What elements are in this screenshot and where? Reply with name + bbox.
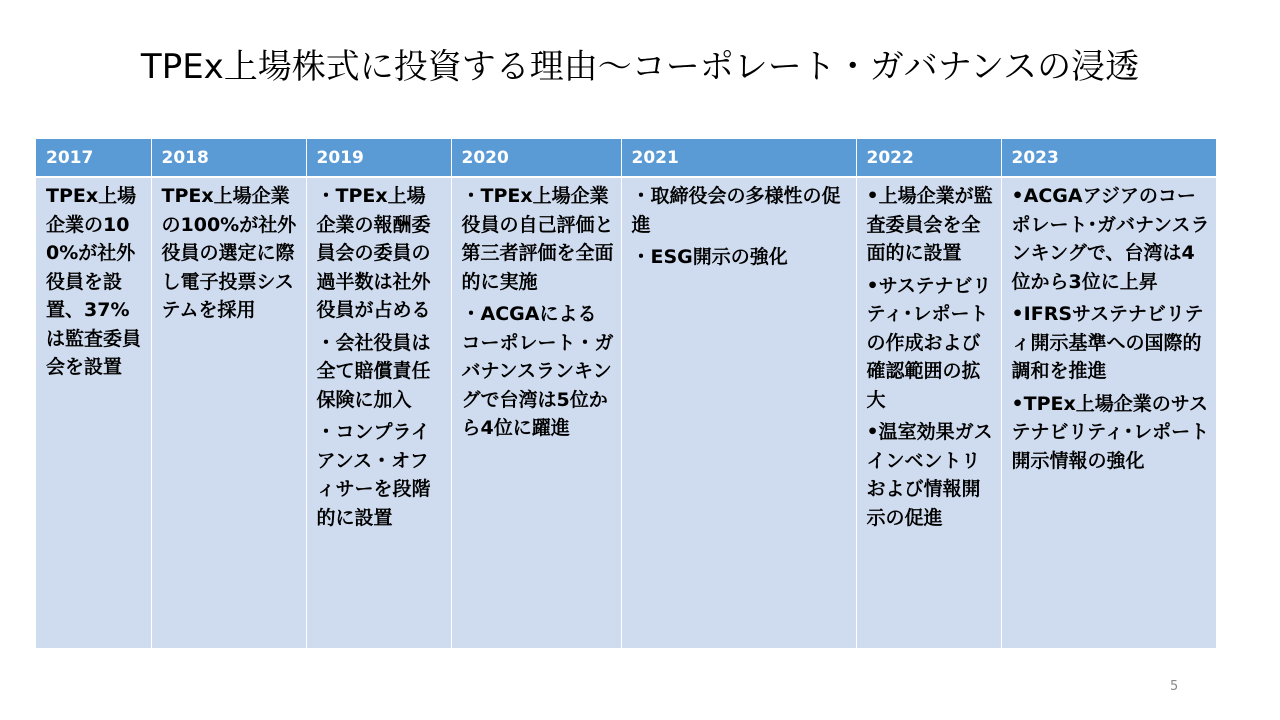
year-2017-cell [36, 177, 151, 648]
year-2022-item-1: •上場企業が監査委員会を全面的に設置 [866, 185, 993, 264]
year-header-row [36, 139, 1216, 177]
year-2017-header: 2017 [36, 139, 151, 177]
year-2021-cell [621, 177, 856, 648]
year-2020-item-1: ・TPEx上場企業役員の自己評価と第三者評価を全面的に実施 [461, 185, 614, 293]
year-2019-header: 2019 [306, 139, 451, 177]
year-2022-cell [856, 177, 1001, 648]
year-2022-item-2: •サステナビリティ･レポートの作成および確認範囲の拡大 [866, 274, 992, 411]
year-2023-header: 2023 [1001, 139, 1216, 177]
page-number: 5 [1170, 679, 1179, 694]
year-2020-header: 2020 [451, 139, 621, 177]
year-2023-item-2: •IFRSサステナビリティ開示基準への国際的調和を推進 [1011, 303, 1204, 382]
slide-title: TPEx上場株式に投資する理由～コーポレート・ガバナンスの浸透 [140, 47, 1140, 87]
year-2020-item-2: ・ACGAによるコーポレート・ガバナンスランキングで台湾は5位から4位に躍進 [461, 303, 614, 439]
year-2019-item-1: ・TPEx上場企業の報酬委員会の委員の過半数は社外役員が占める [316, 185, 431, 321]
year-2021-item-2: ・ESG開示の強化 [631, 246, 788, 268]
year-2023-cell [1001, 177, 1216, 648]
year-2017-item-1: TPEx上場企業の100%が社外役員を設置、37%は監査委員会を設置 [46, 185, 142, 378]
year-2019-cell [306, 177, 451, 648]
timeline-table [36, 139, 1217, 648]
year-2021-header: 2021 [621, 139, 856, 177]
year-2020-cell [451, 177, 621, 648]
year-2023-item-3: •TPEx上場企業のサステナビリティ･レポート開示情報の強化 [1011, 392, 1210, 472]
year-2018-item-1: TPEx上場企業の100%が社外役員の選定に際し電子投票システムを採用 [161, 185, 297, 321]
year-2018-cell [151, 177, 306, 648]
year-2021-item-1: ・取締役会の多様性の促進 [631, 185, 841, 236]
year-2019-item-3: ・コンプライアンス・オフィサーを段階的に設置 [316, 421, 431, 529]
year-2019-item-2: ・会社役員は全て賠償責任保険に加入 [316, 331, 431, 411]
year-2018-header: 2018 [151, 139, 306, 177]
year-2023-item-1: •ACGAアジアのコーポレート･ガバナンスランキングで、台湾は4位から3位に上昇 [1011, 185, 1210, 293]
year-2022-header: 2022 [856, 139, 1001, 177]
content-row [36, 177, 1216, 648]
year-2022-item-3: •温室効果ガスインベントリおよび情報開示の促進 [866, 421, 993, 529]
